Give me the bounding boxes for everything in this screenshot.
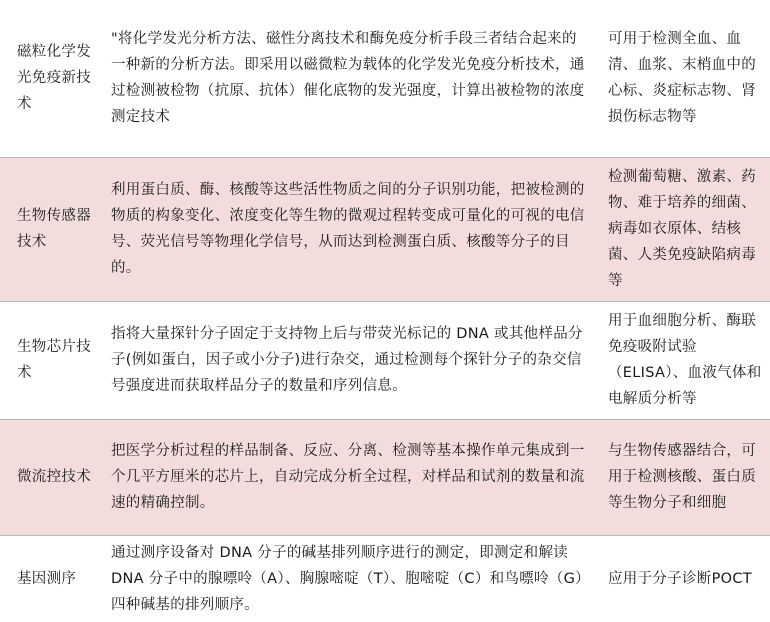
technology-description: 通过测序设备对 DNA 分子的碱基排列顺序进行的测定，即测定和解读 DNA 分子中的腺嘌呤（A）、胸腺嘧啶（T）、胞嘧啶（C）和鸟嘌呤（G）四种碱基的排列顺序。 xyxy=(111,544,590,613)
technology-description: 指将大量探针分子固定于支持物上后与带荧光标记的 DNA 或其他样品分子(例如蛋白，因子或小分子)进行杂交，通过检测每个探针分子的杂交信号强度进而获取样品分子的数量和序列信息。 xyxy=(111,326,583,394)
technology-name: 磁粒化学发光免疫新技术 xyxy=(17,44,91,113)
technology-description: 把医学分析过程的样品制备、反应、分离、检测等基本操作单元集成到一个几平方厘米的芯片上，自动完成分析全过程，对样品和试剂的数量和流速的精确控制。 xyxy=(111,443,585,511)
technology-name: 微流控技术 xyxy=(17,469,91,485)
technology-application: 检测葡萄糖、激素、药物、难于培养的细菌、病毒如衣原体、结核菌、人类免疫缺陷病毒等 xyxy=(608,169,756,289)
table-row xyxy=(0,157,770,301)
technology-application: 与生物传感器结合，可用于检测核酸、蛋白质等生物分子和细胞 xyxy=(608,443,756,511)
technology-application: 应用于分子诊断POCT xyxy=(608,570,752,587)
technology-description: 利用蛋白质、酶、核酸等这些活性物质之间的分子识别功能，把被检测的物质的构象变化、浓度变化等生物的微观过程转变成可量化的可视的电信号、荧光信号等物理化学信号，从而达到检测蛋白质、核酸等分子的目的。 xyxy=(111,182,585,276)
technology-description: "将化学发光分析方法、磁性分离技术和酶免疫分析手段三者结合起来的一种新的分析方法。即采用以磁微粒为载体的化学发光免疫分析技术，通过检测被检物（抗原、抗体）催化底物的发光强度，计算出被检物的浓度测定技术 xyxy=(111,31,585,126)
table-row xyxy=(0,535,770,622)
technology-application: 可用于检测全血、血清、血浆、末梢血中的心标、炎症标志物、肾损伤标志物等 xyxy=(608,31,756,126)
table-row xyxy=(0,419,770,535)
table-row xyxy=(0,301,770,419)
technology-name: 基因测序 xyxy=(17,570,77,587)
technology-name: 生物传感器技术 xyxy=(17,208,91,250)
table-row xyxy=(0,0,770,157)
technology-application: 用于血细胞分析、酶联免疫吸附试验（ELISA）、血液气体和电解质分析等 xyxy=(608,313,762,407)
technology-name: 生物芯片技术 xyxy=(17,339,91,381)
